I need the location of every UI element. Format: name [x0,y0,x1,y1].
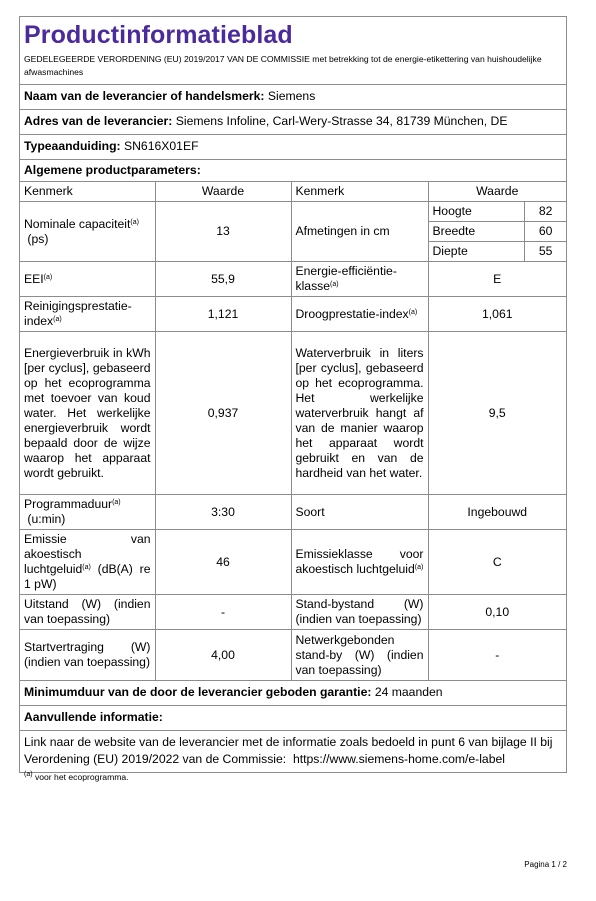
table-row [20,495,566,530]
header-waarde: Waarde [155,182,291,202]
capacity-value: 13 [155,202,291,262]
regulation-text: GEDELEGEERDE VERORDENING (EU) 2019/2017 VAN DE COMMISSIE met betrekking tot de energie-etikettering van huishoudelijke afwasmachines [24,54,542,77]
netstandby-value: - [428,630,566,681]
link-text: Link naar de website van de leverancier met de informatie zoals bedoeld in punt 6 van bijlage II bij Verordening (EU) 2019/2022 van de Commissie: [24,735,553,766]
duration-label-cell [20,495,155,530]
footnote [24,772,129,782]
clean-label-cell [20,297,155,332]
supplier-address-value: Siemens Infoline, Carl-Wery-Strasse 34, 81739 München, DE [175,114,508,128]
header-kenmerk: Kenmerk [20,182,155,202]
delay-value: 4,00 [155,630,291,681]
title-block [20,17,566,85]
footnote-ref: (a) [408,308,418,316]
footnote-ref: (a) [82,564,91,571]
elabel-link[interactable]: https://www.siemens-home.com/e-label [292,752,505,766]
footnote-ref: (a) [414,564,424,571]
dry-label-cell [291,297,428,332]
dry-value: 1,061 [428,297,566,332]
eeclass-value: E [428,262,566,297]
model-value: SN616X01EF [124,139,199,153]
delay-label: Startvertraging (W) (indien van toepassing) [20,630,155,681]
parameters-table [20,182,566,681]
table-row [20,202,566,262]
type-label: Soort [291,495,428,530]
additional-info-row [20,706,566,731]
dims-label: Afmetingen in cm [291,202,428,262]
warranty-row [20,681,566,706]
dims-subtable [429,202,567,261]
page-number: Pagina 1 / 2 [524,860,567,869]
eei-label: EEI [24,271,44,286]
width-value: 60 [525,222,566,242]
duration-value: 3:30 [155,495,291,530]
header-kenmerk-2: Kenmerk [291,182,428,202]
footnote-text: voor het ecoprogramma. [34,772,129,782]
supplier-name-label: Naam van de leverancier of handelsmerk: [24,89,265,103]
dry-label: Droogprestatie-index [295,306,409,321]
model-label: Typeaanduiding: [24,139,121,153]
height-label: Hoogte [432,204,472,218]
netstandby-label: Netwerkgebonden stand-by (W) (indien van toepassing) [291,630,428,681]
clean-label: Reinigingsprestatie-index [24,299,132,328]
capacity-unit: (ps) [27,231,49,246]
warranty-label: Minimumduur van de door de leverancier geboden garantie: [24,685,372,699]
eeclass-label-cell [291,262,428,297]
dims-cell [428,202,566,262]
product-information-sheet [19,16,567,773]
standby-value: 0,10 [428,595,566,630]
supplier-address-label: Adres van de leverancier: [24,114,173,128]
eei-label-cell [20,262,155,297]
clean-value: 1,121 [155,297,291,332]
params-heading-row [20,160,566,182]
supplier-name-row [20,85,566,110]
table-row [20,297,566,332]
duration-label: Programmaduur [24,497,113,511]
depth-label: Diepte [429,242,525,262]
supplier-name-value: Siemens [267,89,316,103]
off-label: Uitstand (W) (indien van toepassing) [20,595,155,630]
footnote-ref: (a) [53,316,62,323]
depth-value: 55 [525,242,566,262]
footnote-ref: (a) [130,218,139,226]
model-row [20,135,566,160]
additional-info-label: Aanvullende informatie: [24,710,163,724]
table-row [20,332,566,495]
footnote-ref: (a) [330,281,339,288]
params-heading: Algemene productparameters: [24,163,201,177]
footnote-ref: (a) [43,273,53,281]
energy-value: 0,937 [155,332,291,495]
supplier-address-row [20,110,566,135]
capacity-label-cell [20,202,155,262]
water-label: Waterverbruik in liters [per cyclus], gebaseerd op het ecoprogramma. Het werkelijke waterverbruik hangt af van de manier waarop het apparaat wordt gebruikt en van de hardheid van het water. [291,332,428,495]
height-value: 82 [525,202,566,222]
noiseclass-label-cell [291,530,428,595]
standby-label: Stand-bystand (W) (indien van toepassing) [291,595,428,630]
type-value: Ingebouwd [428,495,566,530]
width-label: Breedte [429,222,525,242]
noiseclass-label: Emissieklasse voor akoestisch luchtgeluid [295,547,424,576]
eei-value: 55,9 [155,262,291,297]
warranty-value: 24 maanden [374,685,443,699]
energy-label: Energieverbruik in kWh [per cyclus], gebaseerd op het ecoprogramma met toevoer van koud water. Het werkelijke energieverbruik wordt bepaald door de wijze waarop het apparaat wordt gebruikt. [20,332,155,495]
table-row [20,595,566,630]
eeclass-label: Energie-efficiëntie-klasse [295,264,397,293]
page-title: Productinformatieblad [24,21,293,49]
noise-unit: (dB(A) re 1 pW) [24,562,151,591]
water-value: 9,5 [428,332,566,495]
header-waarde-2: Waarde [428,182,566,202]
table-row [20,262,566,297]
noise-label-cell [20,530,155,595]
noiseclass-value: C [428,530,566,595]
off-value: - [155,595,291,630]
table-row [20,630,566,681]
duration-unit: (u:min) [27,512,66,526]
noise-value: 46 [155,530,291,595]
capacity-label: Nominale capaciteit [24,216,131,231]
table-header-row [20,182,566,202]
footnote-ref: (a) [112,499,121,506]
noise-label: Emissie van akoestisch luchtgeluid [24,532,151,576]
table-row [20,530,566,595]
footnote-mark: (a) [24,771,33,778]
link-row [20,731,566,772]
